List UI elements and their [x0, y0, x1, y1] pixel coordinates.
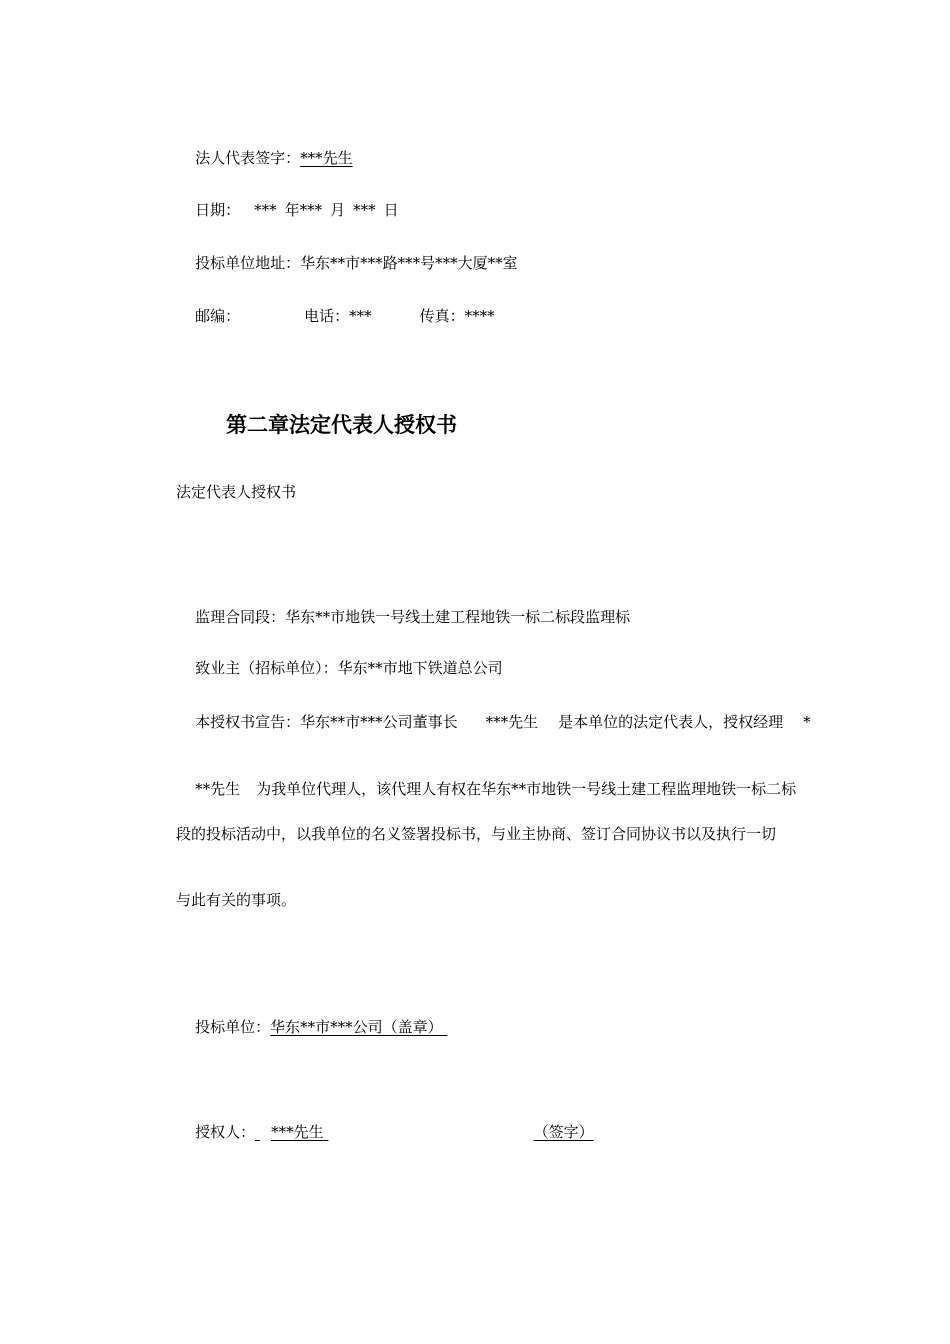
date-line	[176, 180, 399, 240]
bidder-label: 投标单位：	[195, 1018, 271, 1036]
contact-line	[176, 286, 495, 346]
chapter-subtitle: 法定代表人授权书	[176, 483, 297, 501]
signature-label: 法人代表签字：	[195, 149, 301, 167]
phone-label: 电话：	[304, 307, 350, 325]
fax-label: 传真：	[419, 307, 465, 325]
owner-line	[176, 638, 503, 698]
body-line1-b: ***先生	[485, 713, 539, 731]
bidder-line	[176, 997, 449, 1057]
owner-label: 致业主（招标单位）：	[195, 659, 338, 677]
authorizer-value: ***先生	[271, 1123, 324, 1141]
date-day-unit: 日	[383, 201, 399, 219]
postcode-label: 邮编：	[195, 307, 241, 325]
date-month-value: ***	[299, 201, 323, 219]
body-line1-a: 本授权书宣告：华东**市***公司董事长	[195, 713, 458, 731]
date-year-unit: 年	[284, 201, 300, 219]
chapter-title: 第二章法定代表人授权书	[226, 413, 457, 437]
bidder-value: 华东**市***公司（盖章）	[270, 1018, 443, 1036]
body-line1-d: *	[803, 713, 811, 731]
contract-value: 华东**市地铁一号线土建工程地铁一标二标段监理标	[285, 608, 631, 626]
date-month-unit: 月	[330, 201, 346, 219]
phone-value: ***	[349, 307, 372, 325]
body-line-2	[176, 759, 856, 819]
fax-value: ****	[464, 307, 495, 325]
body-line1-c: 是本单位的法定代表人，授权经理	[558, 713, 784, 731]
date-day-value: ***	[353, 201, 376, 219]
signature-line	[176, 128, 353, 188]
body-line-1	[176, 692, 856, 752]
address-value: 华东**市***路***号***大厦**室	[300, 254, 518, 272]
authorizer-line	[176, 1102, 594, 1162]
body-line-4: 与此有关的事项。	[176, 891, 297, 909]
body-line2-a: **先生	[195, 780, 241, 798]
owner-value: 华东**市地下铁道总公司	[337, 659, 503, 677]
authorizer-sign: （签字）	[533, 1123, 594, 1141]
body-line2-b: 为我单位代理人，该代理人有权在华东**市地铁一号线土建工程监理地铁一标二标	[256, 780, 797, 798]
authorizer-label: 授权人：	[195, 1123, 256, 1141]
address-label: 投标单位地址：	[195, 254, 301, 272]
signature-value: ***先生	[300, 149, 353, 167]
date-year-value: ***	[254, 201, 277, 219]
body-line-3: 段的投标活动中，以我单位的名义签署投标书，与业主协商、签订合同协议书以及执行一切	[176, 825, 777, 843]
address-line	[176, 233, 518, 293]
contract-label: 监理合同段：	[195, 608, 286, 626]
date-label: 日期：	[195, 201, 241, 219]
